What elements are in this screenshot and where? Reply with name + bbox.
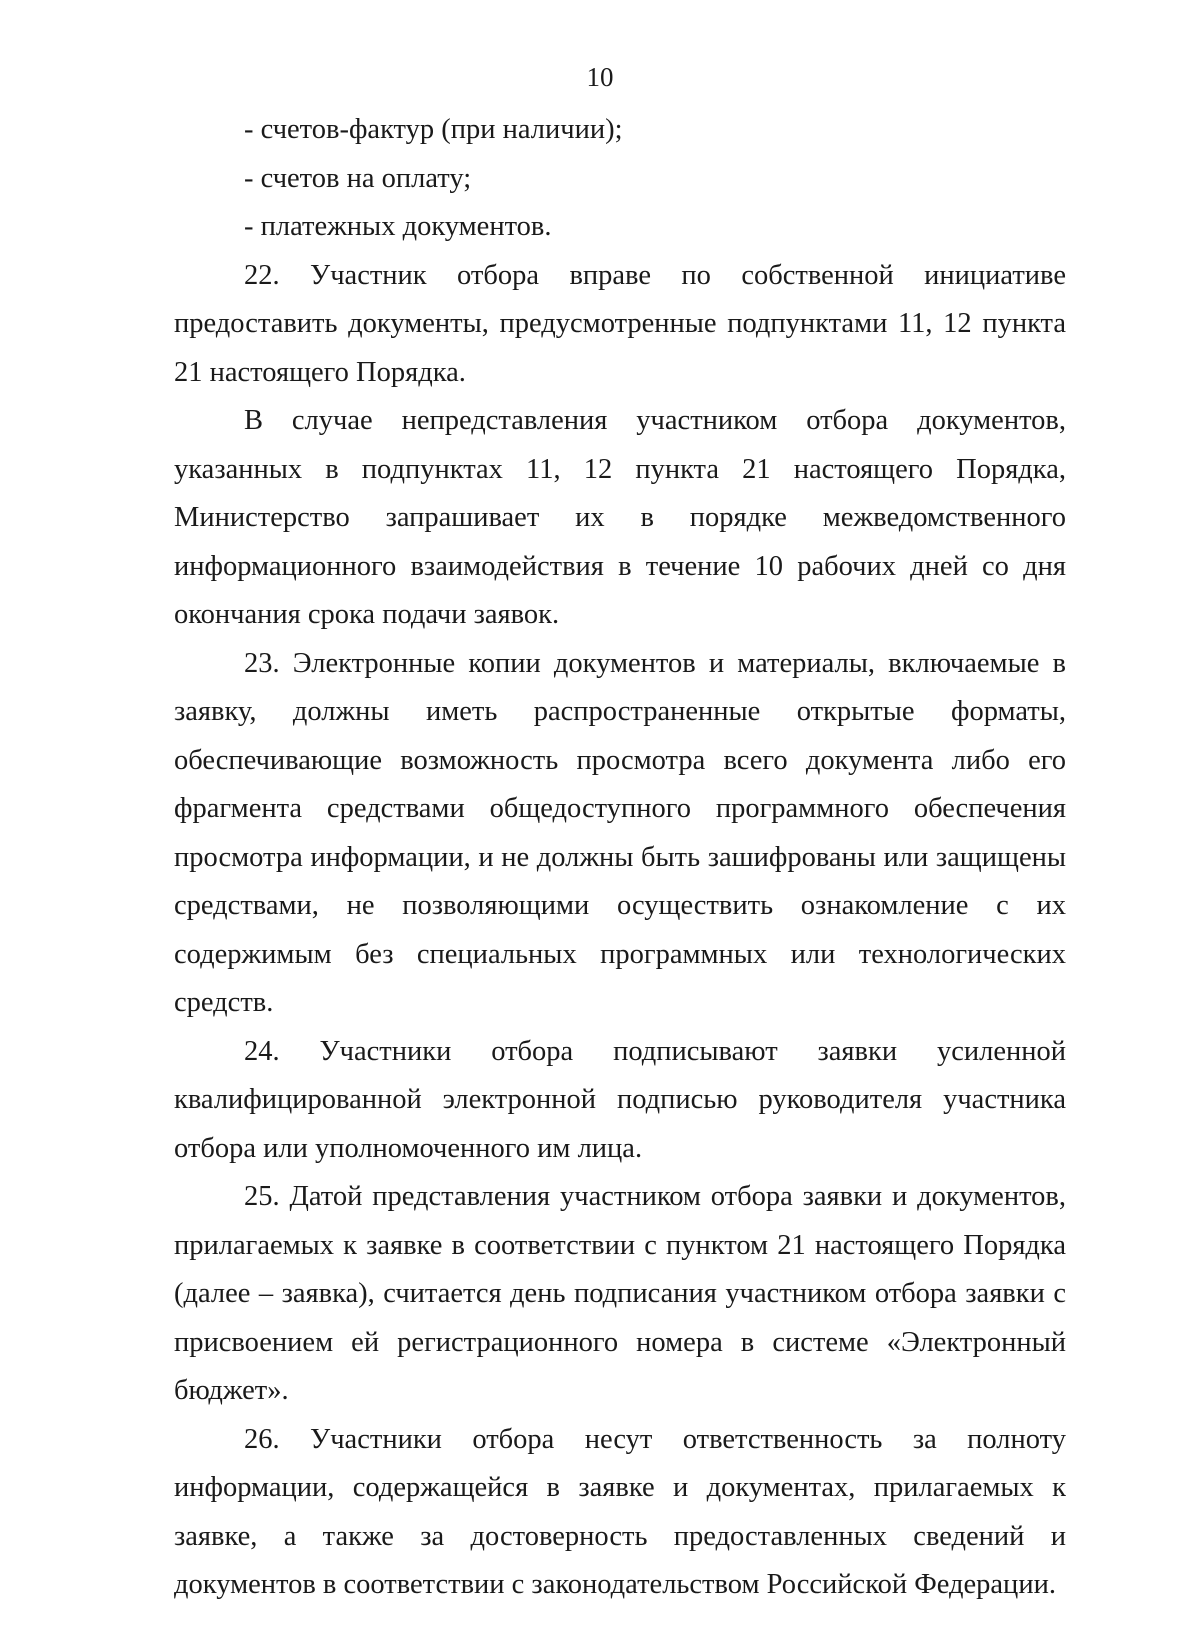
paragraph-24: 24. Участники отбора подписывают заявки усиленной квалифицированной электронной подписью руководителя участника отбора или уполномоченного им лица. bbox=[174, 1035, 1066, 1164]
paragraph-23: 23. Электронные копии документов и материалы, включаемые в заявку, должны иметь распространенные открытые форматы, обеспечивающие возможность просмотра всего документа либо его фрагмента средствами общедоступного программного обеспечения просмотра информации, и не должны быть зашифрованы или защищены средствами, не позволяющими осуществить ознакомление с их содержимым без специальных программных или технологических средств. bbox=[174, 647, 1066, 1018]
list-item: - счетов на оплату; bbox=[244, 162, 472, 194]
paragraph-25: 25. Датой представления участником отбора заявки и документов, прилагаемых к заявке в соответствии с пунктом 21 настоящего Порядка (далее – заявка), считается день подписания участником отбора заявки с присвоением ей регистрационного номера в системе «Электронный бюджет». bbox=[174, 1181, 1066, 1406]
paragraph-22: 22. Участник отбора вправе по собственной инициативе предоставить документы, предусмотренные подпунктами 11, 12 пункта 21 настоящего Порядка. bbox=[174, 259, 1066, 388]
document-body bbox=[174, 106, 1066, 1610]
paragraph-22-continuation: В случае непредставления участником отбора документов, указанных в подпунктах 11, 12 пункта 21 настоящего Порядка, Министерство запрашивает их в порядке межведомственного информационного взаимодействия в течение 10 рабочих дней со дня окончания срока подачи заявок. bbox=[174, 405, 1066, 630]
list-item: - счетов-фактур (при наличии); bbox=[244, 114, 623, 145]
paragraph-26: 26. Участники отбора несут ответственность за полноту информации, содержащейся в заявке и документах, прилагаемых к заявке, а также за достоверность предоставленных сведений и документов в соответствии с законодательством Российской Федерации. bbox=[174, 1423, 1066, 1600]
page-number: 10 bbox=[586, 62, 614, 92]
list-item: - платежных документов. bbox=[244, 211, 552, 242]
